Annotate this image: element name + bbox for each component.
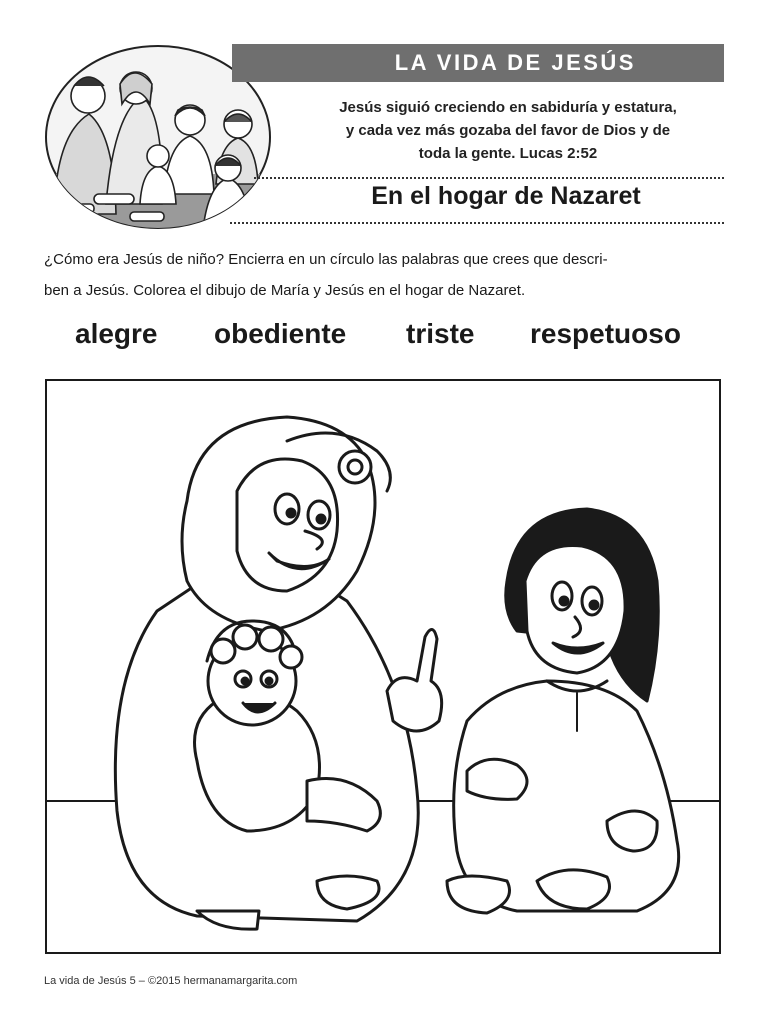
word-obediente[interactable]: obediente — [214, 318, 347, 349]
word-alegre[interactable]: alegre — [75, 318, 158, 349]
verse-line: y cada vez más gozaba del favor de Dios y de — [345, 122, 671, 139]
coloring-picture[interactable] — [45, 379, 721, 954]
instructions-line: ben a Jesús. Colorea el dibujo de María y Jesús en el hogar de Nazaret. — [44, 282, 526, 299]
dotted-divider — [254, 177, 724, 179]
instructions — [44, 244, 724, 306]
verse-line: toda la gente. Lucas 2:52 — [418, 145, 598, 162]
verse-line: Jesús siguió creciendo en sabiduría y estatura, — [339, 99, 677, 116]
word-triste[interactable]: triste — [406, 318, 475, 349]
instructions-line: ¿Cómo era Jesús de niño? Encierra en un círculo las palabras que crees que descri- — [44, 251, 608, 268]
word-respetuoso[interactable]: respetuoso — [530, 318, 681, 349]
dotted-divider — [230, 222, 724, 224]
page-title: LA VIDA DE JESÚS — [394, 50, 636, 75]
page-footer: La vida de Jesús 5 – ©2015 hermanamargarita.com — [44, 975, 298, 987]
bible-verse — [292, 96, 724, 165]
lesson-subtitle: En el hogar de Nazaret — [371, 182, 641, 210]
word-choices — [44, 318, 724, 362]
